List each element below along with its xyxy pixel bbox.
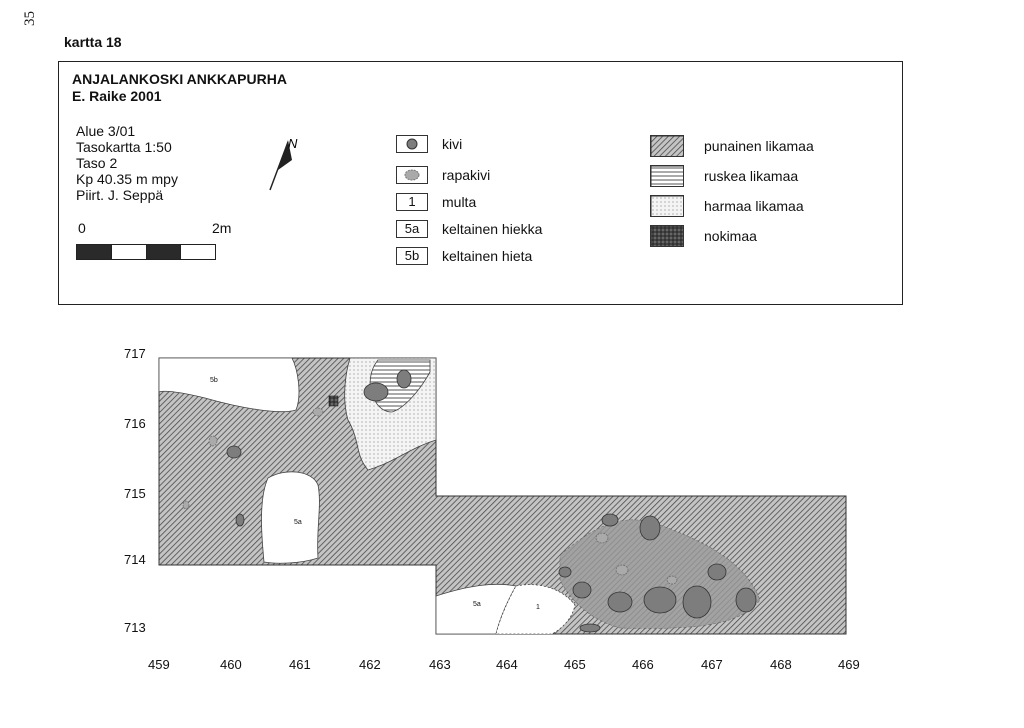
x-label-463: 463 (429, 657, 451, 672)
y-label-716: 716 (124, 416, 146, 431)
legend-label-harmaa: harmaa likamaa (704, 198, 804, 214)
meta-area: Alue 3/01 (76, 123, 136, 139)
x-label-465: 465 (564, 657, 586, 672)
y-label-714: 714 (124, 552, 146, 567)
legend-label-punainen: punainen likamaa (704, 138, 814, 154)
stone-icon (364, 383, 388, 401)
weathered-stone-icon (183, 501, 189, 509)
stone-icon (559, 567, 571, 577)
stone-icon (602, 514, 618, 526)
map-label: kartta 18 (64, 34, 122, 50)
stone-icon (227, 446, 241, 458)
meta-drawer: Piirt. J. Seppä (76, 187, 164, 203)
x-label-469: 469 (838, 657, 860, 672)
legend-label-kivi: kivi (442, 136, 463, 152)
stone-icon (644, 587, 676, 613)
soot-spot (329, 396, 338, 406)
stone-icon (736, 588, 756, 612)
soot-spot (329, 396, 338, 406)
x-label-460: 460 (220, 657, 242, 672)
meta-level: Taso 2 (76, 155, 118, 171)
stone-icon (708, 564, 726, 580)
code-5b: 5b (396, 247, 428, 265)
y-label-715: 715 (124, 486, 146, 501)
x-label-466: 466 (632, 657, 654, 672)
weathered-stone-icon (209, 436, 217, 446)
project-author: E. Raike 2001 (72, 88, 162, 104)
x-label-467: 467 (701, 657, 723, 672)
zone-5a-bottom-label: 5a (473, 601, 481, 608)
page-number: 35 (22, 11, 38, 26)
x-label-459: 459 (148, 657, 170, 672)
legend-label-5a: keltainen hiekka (442, 221, 543, 237)
north-label: N (288, 136, 298, 151)
x-label-464: 464 (496, 657, 518, 672)
scale-end-label: 2m (212, 220, 232, 236)
weathered-stone-icon (596, 533, 608, 543)
x-label-468: 468 (770, 657, 792, 672)
stone-icon (683, 586, 711, 618)
stone-icon (397, 370, 411, 388)
stone-icon (573, 582, 591, 598)
weathered-stone-icon (616, 565, 628, 575)
meta-elevation: Kp 40.35 m mpy (76, 171, 178, 187)
zone-5a-left (262, 472, 320, 563)
stone-icon (640, 516, 660, 540)
stone-icon (236, 514, 244, 526)
y-label-717: 717 (124, 346, 146, 361)
legend-label-5b: keltainen hieta (442, 248, 533, 264)
code-1: 1 (396, 193, 428, 211)
scale-start-label: 0 (78, 220, 86, 236)
project-name: ANJALANKOSKI ANKKAPURHA (72, 71, 287, 87)
legend-label-nokimaa: nokimaa (704, 228, 757, 244)
code-5a: 5a (396, 220, 428, 238)
y-label-713: 713 (124, 620, 146, 635)
legend-label-ruskea: ruskea likamaa (704, 168, 799, 184)
weathered-stone-icon (667, 576, 677, 584)
legend-label-multa: multa (442, 194, 477, 210)
stone-icon (580, 624, 600, 632)
zone-1-label: 1 (536, 604, 540, 611)
weathered-stone-icon (313, 408, 323, 416)
legend-label-rapakivi: rapakivi (442, 167, 491, 183)
zone-5b-label: 5b (210, 377, 218, 384)
x-label-462: 462 (359, 657, 381, 672)
zone-5a-left-label: 5a (294, 519, 302, 526)
stone-icon (608, 592, 632, 612)
x-label-461: 461 (289, 657, 311, 672)
meta-scale: Tasokartta 1:50 (76, 139, 172, 155)
